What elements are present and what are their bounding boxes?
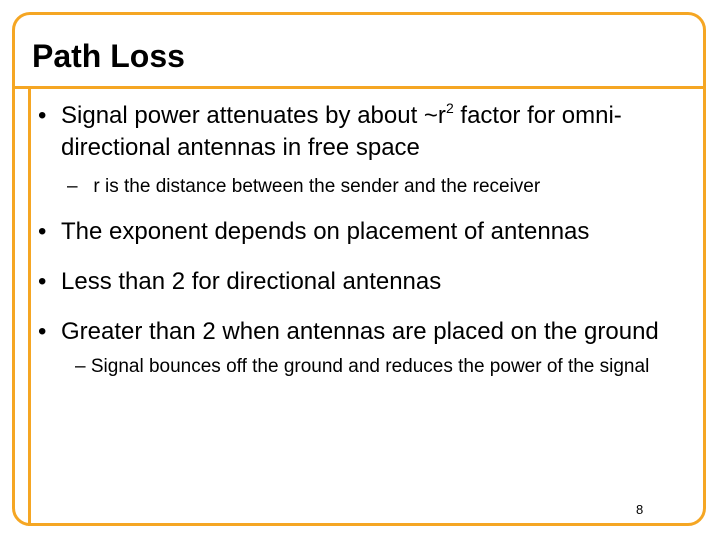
slide-content <box>38 100 688 380</box>
bullet-text: Signal power attenuates by about ~r <box>61 102 446 129</box>
bullet-marker: • <box>38 218 47 245</box>
bullet-marker: • <box>38 318 47 345</box>
left-divider <box>28 86 31 526</box>
bullet-marker: • <box>38 268 47 295</box>
sub-bullet-text: r is the distance between the sender and the receiver <box>93 176 541 197</box>
bullet-text: Greater than 2 when antennas are placed on the ground <box>61 318 659 345</box>
sub-bullet-text: Signal bounces off the ground and reduces the power of the signal <box>90 356 650 377</box>
sub-bullet-item <box>38 354 697 380</box>
bullet-marker: • <box>38 102 47 129</box>
sub-bullet-item <box>38 174 688 200</box>
bullet-item <box>38 316 701 348</box>
bullet-text: The exponent depends on placement of antennas <box>61 218 590 245</box>
title-divider <box>12 86 706 89</box>
bullet-text: Less than 2 for directional antennas <box>61 268 442 295</box>
page-number: 8 <box>636 502 644 517</box>
bullet-item <box>38 100 688 164</box>
dash-marker: – <box>75 356 86 377</box>
exponent: 2 <box>445 100 454 116</box>
slide-title: Path Loss <box>32 38 185 74</box>
bullet-item <box>38 216 688 248</box>
dash-marker: – <box>67 176 78 197</box>
bullet-item <box>38 266 688 298</box>
bullet-text-continued: factor for omni-directional antennas in free space <box>61 102 622 161</box>
